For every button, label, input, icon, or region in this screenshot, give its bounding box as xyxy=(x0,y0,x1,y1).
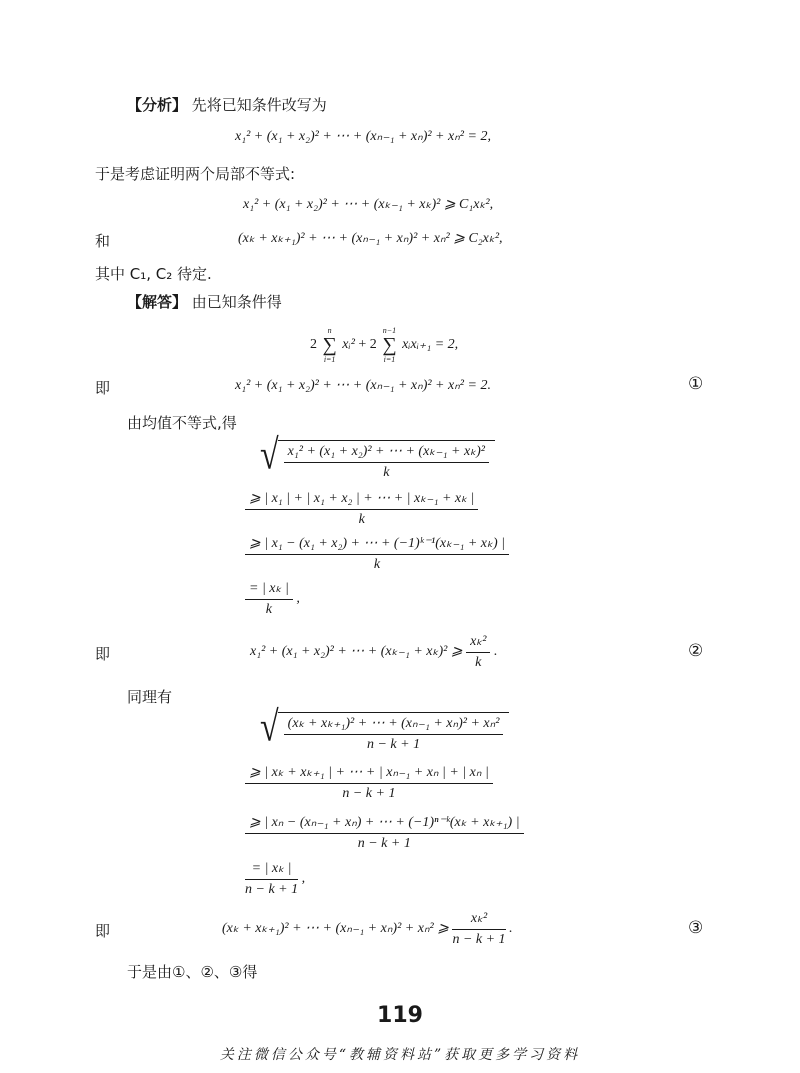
radical-icon: √ xyxy=(260,432,279,479)
equation-3-tail: . xyxy=(509,921,513,937)
block1-line3-numerator: ⩾ | x₁ − (x₁ + x₂) + ⋯ + (−1)ᵏ⁻¹(xₖ₋₁ + xₖ) | xyxy=(245,535,509,555)
block1-sqrt-numerator: x₁² + (x₁ + x₂)² + ⋯ + (xₖ₋₁ + xₖ)² xyxy=(284,443,489,463)
block1-line2 xyxy=(245,490,478,528)
equation-mark-1: ① xyxy=(688,374,704,394)
analysis-inequality-2: (xₖ + xₖ₊₁)² + ⋯ + (xₙ₋₁ + xₙ)² + xₙ² ⩾ C₂xₖ², xyxy=(238,231,503,246)
equation-2 xyxy=(250,633,497,671)
block2-line4-tail: , xyxy=(301,871,306,887)
block1-sqrt-denominator: k xyxy=(383,465,390,480)
block1-line3 xyxy=(245,535,509,573)
sum-2-term: xᵢxᵢ₊₁ = 2, xyxy=(402,337,459,353)
sum-equation xyxy=(310,326,458,364)
block2-line4 xyxy=(245,860,305,898)
by-mean-text: 由均值不等式,得 xyxy=(127,414,237,432)
analysis-text: 先将已知条件改写为 xyxy=(191,96,327,114)
block1-sqrt-line xyxy=(260,432,495,481)
block2-line3 xyxy=(245,814,524,852)
sum-1 xyxy=(323,326,337,364)
block1-line2-denominator: k xyxy=(358,512,365,527)
solution-line xyxy=(127,291,282,312)
block1-line4 xyxy=(245,580,300,618)
block2-line2-numerator: ⩾ | xₖ + xₖ₊₁ | + ⋯ + | xₙ₋₁ + xₙ | + | xₙ | xyxy=(245,764,493,784)
block2-line3-numerator: ⩾ | xₙ − (xₙ₋₁ + xₙ) + ⋯ + (−1)ⁿ⁻ᵏ(xₖ + xₖ₊₁) | xyxy=(245,814,524,834)
sum-2-upper: n−1 xyxy=(382,326,397,335)
block2-line2-denominator: n − k + 1 xyxy=(342,786,396,801)
equation-1: x₁² + (x₁ + x₂)² + ⋯ + (xₙ₋₁ + xₙ)² + xₙ² = 2. xyxy=(235,378,491,393)
block2-sqrt-line xyxy=(260,704,509,753)
analysis-then-text: 于是考虑证明两个局部不等式: xyxy=(95,165,296,183)
block2-sqrt-numerator: (xₖ + xₖ₊₁)² + ⋯ + (xₙ₋₁ + xₙ)² + xₙ² xyxy=(284,715,504,735)
block2-line4-numerator: = | xₖ | xyxy=(245,860,298,880)
solution-text: 由已知条件得 xyxy=(191,293,282,311)
page-number: 119 xyxy=(377,1003,423,1028)
block2-line3-denominator: n − k + 1 xyxy=(357,836,411,851)
equation-2-lhs: x₁² + (x₁ + x₂)² + ⋯ + (xₖ₋₁ + xₖ)² ⩾ xyxy=(250,644,463,660)
sigma-icon: ∑ xyxy=(382,334,397,356)
block2-sqrt xyxy=(260,704,509,753)
block2-line4-denominator: n − k + 1 xyxy=(245,882,299,897)
solution-label: 【解答】 xyxy=(127,293,188,311)
equation-3-numerator: xₖ² xyxy=(452,910,505,930)
sum-plus: + 2 xyxy=(358,337,377,353)
block2-sqrt-denominator: n − k + 1 xyxy=(366,737,421,752)
similarly-text: 同理有 xyxy=(127,688,173,706)
sigma-icon: ∑ xyxy=(322,334,337,356)
sum-1-term: xᵢ² xyxy=(342,337,355,353)
therefore-text: 于是由①、②、③得 xyxy=(127,963,258,981)
block1-line4-numerator: = | xₖ | xyxy=(245,580,293,600)
ji-label-3: 即 xyxy=(95,922,111,940)
analysis-where-text: 其中 C₁, C₂ 待定. xyxy=(95,265,212,283)
equation-2-tail: . xyxy=(493,644,498,660)
block1-line4-denominator: k xyxy=(265,602,273,617)
sum-1-lower: i=1 xyxy=(323,355,336,364)
analysis-and-label: 和 xyxy=(95,232,111,250)
block1-sqrt xyxy=(260,432,495,481)
radical-icon: √ xyxy=(260,704,279,751)
ji-label-1: 即 xyxy=(95,379,111,397)
block1-line4-tail: , xyxy=(296,591,300,607)
block2-line2 xyxy=(245,764,493,802)
analysis-label: 【分析】 xyxy=(127,96,188,114)
equation-3-denominator: n − k + 1 xyxy=(452,932,506,947)
block1-line2-numerator: ⩾ | x₁ | + | x₁ + x₂ | + ⋯ + | xₖ₋₁ + xₖ | xyxy=(245,490,478,510)
sum-2-lower: i=1 xyxy=(383,355,396,364)
sum-1-upper: n xyxy=(327,326,332,335)
equation-3-lhs: (xₖ + xₖ₊₁)² + ⋯ + (xₙ₋₁ + xₙ)² + xₙ² ⩾ xyxy=(222,921,449,937)
ji-label-2: 即 xyxy=(95,645,111,663)
analysis-inequality-1: x₁² + (x₁ + x₂)² + ⋯ + (xₖ₋₁ + xₖ)² ⩾ C₁xₖ², xyxy=(243,197,494,212)
footer-text: 关注微信公众号“教辅资料站”获取更多学习资料 xyxy=(219,1047,581,1063)
block1-line3-denominator: k xyxy=(373,557,381,572)
equation-mark-3: ③ xyxy=(688,918,704,938)
equation-mark-2: ② xyxy=(688,641,704,661)
equation-2-denominator: k xyxy=(475,655,482,670)
analysis-equation: x₁² + (x₁ + x₂)² + ⋯ + (xₙ₋₁ + xₙ)² + xₙ² = 2, xyxy=(235,129,491,144)
sum-2 xyxy=(382,326,396,364)
equation-2-numerator: xₖ² xyxy=(466,633,490,653)
sum-coef: 2 xyxy=(310,337,317,353)
analysis-line xyxy=(127,94,327,115)
equation-3 xyxy=(222,910,513,948)
